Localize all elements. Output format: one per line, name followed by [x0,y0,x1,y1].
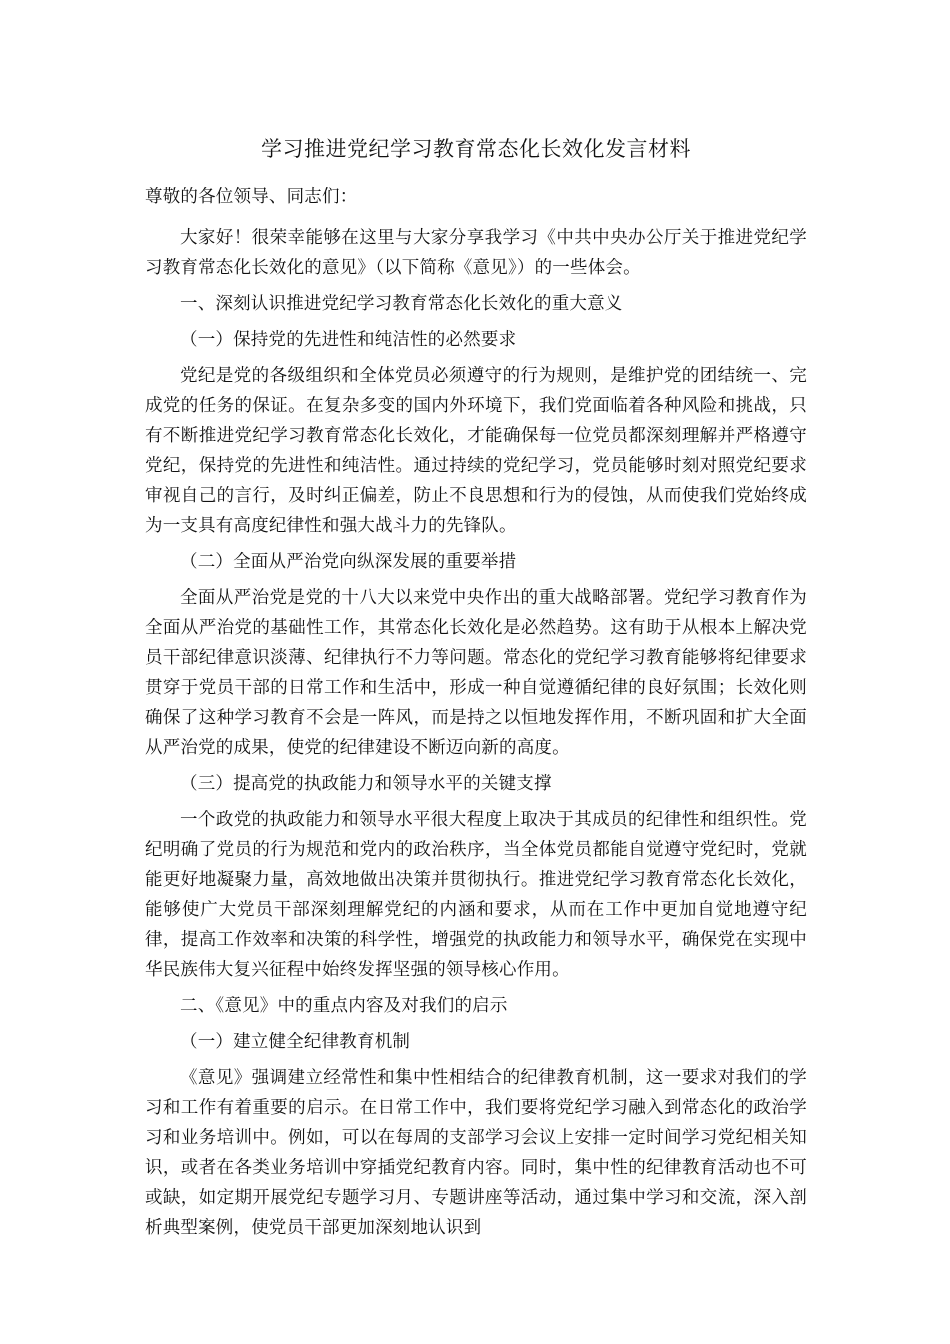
section-1-sub-1-paragraph: 党纪是党的各级组织和全体党员必须遵守的行为规则，是维护党的团结统一、完成党的任务的保证。在复杂多变的国内外环境下，我们党面临着各种风险和挑战，只有不断推进党纪学习教育常态化长效化，才能确保每一位党员都深刻理解并严格遵守党纪，保持党的先进性和纯洁性。通过持续的党纪学习，党员能够时刻对照党纪要求审视自己的言行，及时纠正偏差，防止不良思想和行为的侵蚀，从而使我们党始终成为一支具有高度纪律性和强大战斗力的先锋队。 [145,366,807,536]
section-1-sub-2-heading: （二）全面从严治党向纵深发展的重要举措 [180,552,517,572]
section-1-sub-3-heading: （三）提高党的执政能力和领导水平的关键支撑 [180,774,552,794]
section-1-sub-2-paragraph: 全面从严治党是党的十八大以来党中央作出的重大战略部署。党纪学习教育作为全面从严治党的基础性工作，其常态化长效化是必然趋势。这有助于从根本上解决党员干部纪律意识淡薄、纪律执行不力等问题。常态化的党纪学习教育能够将纪律要求贯穿于党员干部的日常工作和生活中，形成一种自觉遵循纪律的良好氛围；长效化则确保了这种学习教育不会是一阵风，而是持之以恒地发挥作用，不断巩固和扩大全面从严治党的成果，使党的纪律建设不断迈向新的高度。 [145,588,807,758]
section-1-heading: 一、深刻认识推进党纪学习教育常态化长效化的重大意义 [180,294,623,314]
section-2-sub-1-paragraph: 《意见》强调建立经常性和集中性相结合的纪律教育机制，这一要求对我们的学习和工作有着重要的启示。在日常工作中，我们要将党纪学习融入到常态化的政治学习和业务培训中。例如，可以在每周的支部学习会议上安排一定时间学习党纪相关知识，或者在各类业务培训中穿插党纪教育内容。同时，集中性的纪律教育活动也不可或缺，如定期开展党纪专题学习月、专题讲座等活动，通过集中学习和交流，深入剖析典型案例，使党员干部更加深刻地认识到 [145,1068,807,1238]
section-1-sub-3-paragraph: 一个政党的执政能力和领导水平很大程度上取决于其成员的纪律性和组织性。党纪明确了党员的行为规范和党内的政治秩序，当全体党员都能自觉遵守党纪时，党就能更好地凝聚力量，高效地做出决策并贯彻执行。推进党纪学习教育常态化长效化，能够使广大党员干部深刻理解党纪的内涵和要求，从而在工作中更加自觉地遵守纪律，提高工作效率和决策的科学性，增强党的执政能力和领导水平，确保党在实现中华民族伟大复兴征程中始终发挥坚强的领导核心作用。 [145,810,807,980]
document-page [145,132,807,1249]
intro-paragraph: 大家好！很荣幸能够在这里与大家分享我学习《中共中央办公厅关于推进党纪学习教育常态化长效化的意见》（以下简称《意见》）的一些体会。 [145,228,807,278]
section-2-sub-1-heading: （一）建立健全纪律教育机制 [180,1032,411,1052]
salutation: 尊敬的各位领导、同志们： [145,187,358,207]
document-title: 学习推进党纪学习教育常态化长效化发言材料 [261,137,691,161]
section-1-sub-1-heading: （一）保持党的先进性和纯洁性的必然要求 [180,330,517,350]
section-2-heading: 二、《意见》中的重点内容及对我们的启示 [180,996,508,1016]
